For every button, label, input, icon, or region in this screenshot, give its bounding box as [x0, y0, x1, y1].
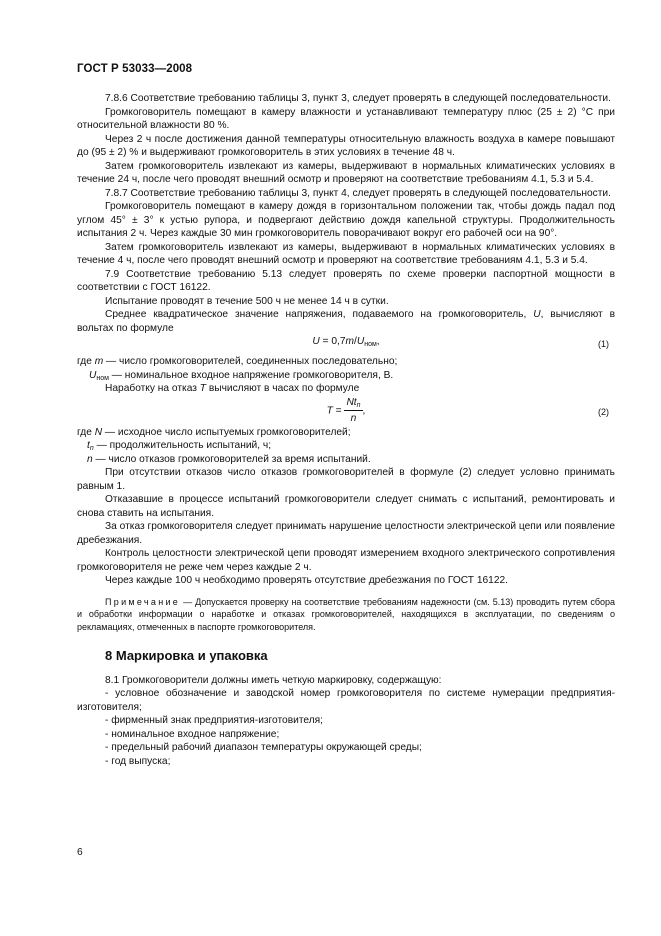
note-label: Примечание — [105, 596, 181, 607]
paragraph-7-8-7-intro: 7.8.7 Соответствие требованию таблицы 3, пункт 4, следует проверять в следующей последовательности. — [105, 187, 611, 199]
paragraph-humidity-increase: Через 2 ч после достижения данной температуры относительную влажность воздуха в камере повышают до (95 ± 2) % и выдерживают громкоговоритель в этих условиях в течение 48 ч. — [77, 133, 615, 158]
section-8-title: 8 Маркировка и упаковка — [105, 648, 268, 663]
note-text: — Допускается проверку на соответствие требованиям надежности (см. 5.13) проводить путем сбора и обработки информации о наработке и отказах громкоговорителей, находящихся в эксплуатации, по сведениям о рекламациях, отмеченных в паспорте громкоговорителя. — [77, 596, 615, 632]
paragraph-voltage-intro: Среднее квадратическое значение напряжения, подаваемого на громкоговоритель, U, вычисляют в вольтах по формуле — [77, 309, 615, 334]
list-item: - фирменный знак предприятия-изготовителя; — [105, 715, 323, 726]
formula-1-number: (1) — [598, 339, 609, 349]
paragraph-7-8-6-intro: 7.8.6 Соответствие требованию таблицы 3, пункт 3, следует проверять в следующей последовательности. — [105, 93, 611, 104]
formula-1 — [77, 335, 615, 355]
paragraph-failure-definition: За отказ громкоговорителя следует принимать нарушение целостности электрической цепи или появление дребезжания. — [77, 521, 615, 546]
definition-t-n: $t_n$ — продолжительность испытаний, ч; — [87, 440, 272, 452]
list-item: - условное обозначение и заводской номер громкоговорителя по системе нумерации предприятия-изготовителя; — [77, 688, 615, 713]
list-item: - номинальное входное напряжение; — [105, 728, 280, 740]
paragraph-humidity-inspection: Затем громкоговоритель извлекают из камеры, выдерживают в нормальных климатических условиях в течение 24 ч, после чего проводят внешний осмотр и проверяют на соответствие требованиям 4.1, 5.3 и 5.4. — [77, 160, 615, 185]
paragraph-test-duration: Испытание проводят в течение 500 ч не менее 14 ч в сутки. — [105, 295, 389, 307]
paragraph-humidity-setup: Громкоговоритель помещают в камеру влажности и устанавливают температуру плюс (25 ± 2) °С при относительной влажности 80 %. — [77, 106, 615, 131]
formula-2-number: (2) — [598, 406, 609, 417]
paragraph-mtbf-intro: Наработку на отказ T вычисляют в часах по формуле — [105, 383, 360, 394]
formula-1-expression: $U = 0,7m/U_{ном}$, — [312, 336, 380, 348]
definition-n-failures: n — число отказов громкоговорителей за время испытаний. — [87, 453, 371, 465]
paragraph-failed-units: Отказавшие в процессе испытаний громкоговорители следует снимать с испытаний, ремонтировать и снова ставить на испытания. — [77, 494, 615, 519]
document-header: ГОСТ Р 53033—2008 — [77, 63, 193, 75]
page-body — [77, 92, 615, 768]
formula-2 — [77, 396, 615, 426]
definition-m: где m — число громкоговорителей, соединенных последовательно; — [77, 356, 398, 367]
paragraph-circuit-control: Контроль целостности электрической цепи проводят измерением входного электрического сопротивления громкоговорителя не реже чем через каждые 2 ч. — [77, 548, 615, 573]
paragraph-rattle-check: Через каждые 100 ч необходимо проверять отсутствие дребезжания по ГОСТ 16122. — [105, 575, 508, 586]
definition-u-nom: $U_{ном}$ — номинальное входное напряжение громкоговорителя, В. — [89, 369, 394, 382]
formula-2-expression: T = $\frac{Nt_n}{n}$ , — [326, 396, 366, 424]
page-number: 6 — [77, 847, 83, 858]
paragraph-rain-chamber: Громкоговоритель помещают в камеру дождя в горизонтальном положении так, чтобы дождь падал под углом 45° ± 3° к устью рупора, и подвергают действию дождя капельной структуры. Продолжительность испытания 2 ч. Через каждые 30 мин громкоговоритель поворачивают вокруг его рабочей оси на 90°. — [77, 201, 615, 239]
paragraph-8-1-intro: 8.1 Громкоговорители должны иметь четкую маркировку, содержащую: — [105, 674, 442, 686]
list-item: - год выпуска; — [105, 755, 171, 767]
paragraph-rain-inspection: Затем громкоговоритель извлекают из камеры, выдерживают в нормальных климатических условиях в течение 4 ч, после чего проводят внешний осмотр и проверяют на соответствие требованиям 4.1, 5.3 и 5.4. — [77, 241, 615, 266]
paragraph-zero-failures: При отсутствии отказов число отказов громкоговорителей в формуле (2) следует условно принимать равным 1. — [77, 467, 615, 492]
list-item: - предельный рабочий диапазон температуры окружающей среды; — [105, 742, 422, 753]
formula-2-fraction: $\frac{Nt_n}{n}$ — [346, 396, 361, 424]
note — [77, 596, 615, 634]
paragraph-7-9-intro: 7.9 Соответствие требованию 5.13 следует проверять по схеме проверки паспортной мощности в соответствии с ГОСТ 16122. — [77, 268, 615, 293]
definition-n-total: где N — исходное число испытуемых громкоговорителей; — [77, 426, 351, 438]
